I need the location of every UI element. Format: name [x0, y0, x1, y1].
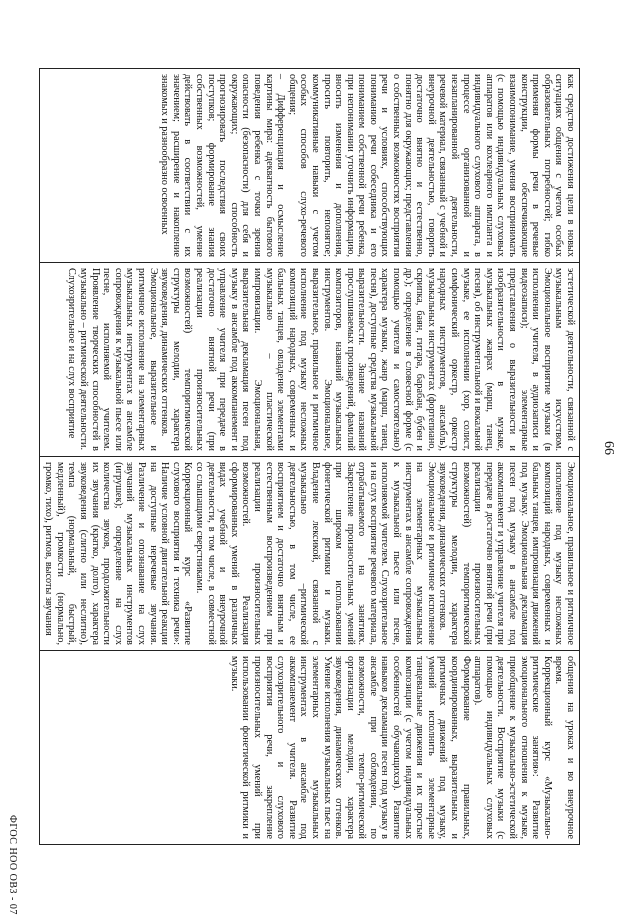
table-cell-col-3	[39, 457, 579, 651]
table-row	[39, 69, 579, 845]
col-3-paragraph-1: Эмоциональное, правильное и ритмичное исполнение под музыку несложных композиций народных, современных и бальных танцев, импровизация движений под музыку. Эмоциональная декламация песен под музыку в ансамбле под аккомпанемент и управление учителя при передаче в достаточно внятной речи (при реализации произносительных возможностей) темпоритмической структуры мелодии, характера звуковедения, динамических оттенков.	[437, 462, 576, 645]
col-4-paragraph-1: общения на уроках и во внеурочное время.	[553, 656, 576, 839]
page-footer: ФГОС НОО ОВЗ - 07	[7, 815, 18, 915]
col-3-paragraph-3: Коррекционный курс «Развитие слухового восприятия и техника речи»: Наличие условной двигательной реакции на доступные неречевые звучания. Различение и опознавание на слух звучаний музыкальных инструментов (игрушек); определение на слух количества звуков, продолжительности их звучания (кратко, долго), характера звуковедения (слитно или неслитно), темпа (нормальный, быстрый, медленный), громкости (нормально, громко, тихо), ритмов, высоты звучания	[43, 462, 194, 645]
table-cell-col-2	[39, 263, 579, 457]
col-2-paragraph-1: эстетической деятельности, связанной с музыкальным искусством. Эмоциональное восприятие музыки (в исполнении учителя, в аудиозаписи и видеозаписи); элементарные представления о выразительности и изобразительности в музыке, музыкальных жанрах (марш, танец, песня), об инструментальной и вокальной музыке, ее исполнении (хор, солист, симфонический оркестр, оркестр народных инструментов, ансамбль), музыкальных инструментах (фортепиано, скрипка, баян, гитара, барабан, бубен и др.); определение в словесной форме (с помощью учителя и самостоятельно) характера музыки, жанр (марш, танец, песня), доступные средства музыкальной выразительности. Знание названий прослушиваемых произведений, фамилий композиторов, названий музыкальных инструментов. Эмоциональное, выразительное, правильное и ритмичное исполнение под музыку несложных композиций народных, современных и бальных танцев, овладение элементами музыкально – пластической импровизации. Эмоциональная, выразительная декламация песен под музыку в ансамбле под аккомпанемент и управление учителя при передаче в достаточно внятной речи (при реализации произносительных возможностей) темпоритмической структуры мелодии, характера звуковедения, динамических оттенков.	[159, 268, 576, 451]
standards-table	[39, 68, 580, 845]
col-1-paragraph-1: как средство достижения цели в новых ситуациях общения с учетом особых образовательных потребностей; гибко применяя формы речи в речевые конструкции, обеспечивающие взаимопонимание, умения воспринимать (с помощью индивидуальных слуховых аппаратов или кохлеарного импланта и индивидуального слухового аппарата, в процессе организованной и незапланированной деятельности, речевой материал, связанный с учебной и внеурочной деятельностью, говорить достаточно внятно и естественно, понятно для окружающих; представления о собственных возможностях восприятия речи и условиях, способствующих пониманию речи собеседника и его пониманием собственной речи ребенка, при непонимании уточнить информацию, вносить изменения и дополнения, просить повторить, непонятое; коммуникативные навыки с учетом особых способов слухо-речевого общения;	[286, 74, 576, 257]
page-number: 66	[601, 441, 616, 455]
col-1-paragraph-2: – Дифференциация и осмысление картины мира: адекватность бытового поведения ребенка с точки зрения опасности (безопасности) для себя и окружающих; способность прогнозировать последствия своих поступков; формирование знания собственных возможностей, умение действовать в соответствии с их значением; расширение и накопление знакомых и разнообразно освоенных	[159, 74, 287, 257]
col-4-paragraph-2: Коррекционный курс «Музыкально-ритмические занятия»: Развитие эмоционального отношения к музыке, приобщение к музыкально-эстетической деятельности. Восприятие музыки (с помощью индивидуальных слуховых аппаратов).	[472, 656, 553, 839]
table-cell-col-1	[39, 69, 579, 263]
table-cell-col-4	[39, 651, 579, 845]
col-3-paragraph-2: Эмоциональное и ритмичное исполнение на элементарных музыкальных инструментах в ансамбле сопровождения к музыкальной пьесе или песне, исполняемой учителем. Слухозрительное и на слух восприятие речевого материала, отрабатываемого на занятиях. Закрепление произносительных умений при широком использовании фонетической ритмики и музыки. Владение лексикой, связанной с музыкально –ритмической деятельностью, в том числе, ее восприятием и достаточно внятным и естественным воспроизведением при реализации произносительных возможностей. Реализация сформированных умений в различных видах учебной и внеурочной деятельности, в том числе, в совместной со слышащими сверстниками.	[194, 462, 437, 645]
col-2-paragraph-2: Эмоциональное, выразительное и ритмичное исполнение на элементарных музыкальных инструментах в ансамбле сопровождения к музыкальной пьесе или песне, исполняемой учителем. Проявление творческих способностей в музыкально – ритмической деятельности.	[78, 268, 159, 451]
rotated-table-wrapper	[40, 68, 580, 845]
col-2-paragraph-3: Слухозрительное и на слух восприятие	[66, 268, 78, 439]
col-4-paragraph-3: Формирование правильных, координированных, выразительных и ритмичных движений под музыку, умений исполнить элементарные танцевальные движения и их простые композиции (с учетом индивидуальных особенностей обучающихся). Развитие навыков декламации песен под музыку в ансамбле при соблюдении, по возможности, темпо-ритмической организации мелодии, характера звуковедения, динамических оттенков. Умение исполнения музыкальных пьес на элементарных музыкальных инструментах в ансамбле под аккомпанемент учителя. Развитие слухозрительного и слухового восприятия речи, закрепление произносительных умений при использовании фонетической ритмики и музыки.	[228, 656, 472, 839]
